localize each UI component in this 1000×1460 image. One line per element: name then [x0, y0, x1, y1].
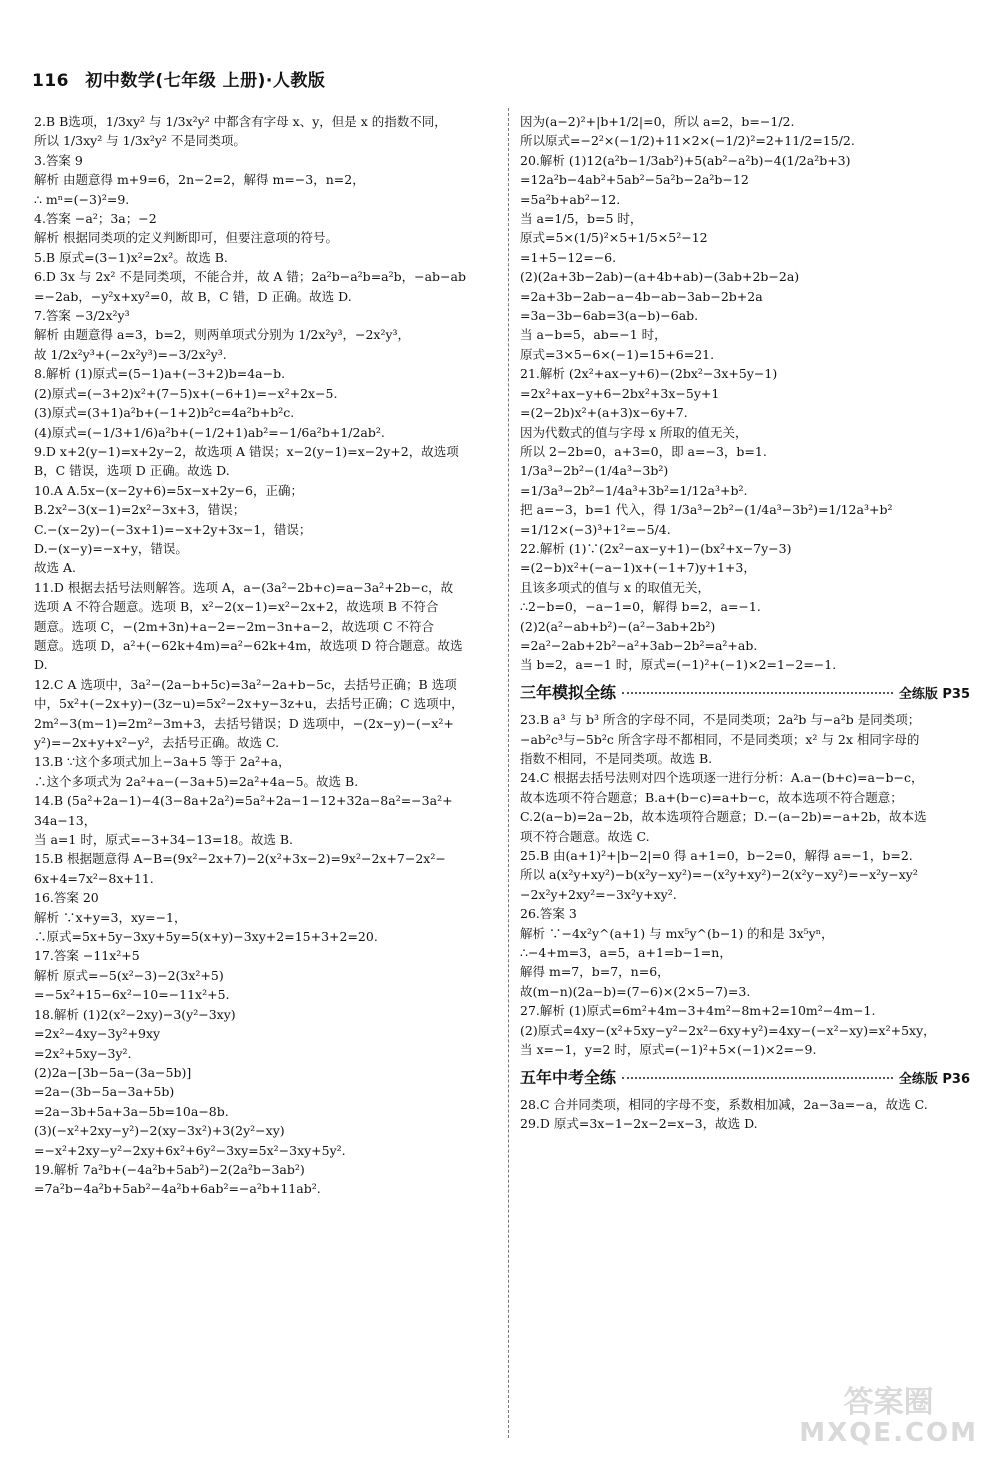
answer-line: y²)=−2x+y+x²−y²，去括号正确。故选 C. — [34, 735, 280, 750]
answer-line: 28.C 合并同类项，相同的字母不变，系数相加减，2a−3a=−a，故选 C. — [520, 1096, 928, 1112]
answer-line: 2.B B选项，1/3xy² 与 1/3x²y² 中都含有字母 x、y，但是 x 的指数不同， — [34, 114, 447, 129]
answer-line: =5a²b+ab²−12. — [520, 191, 621, 207]
answer-line: 9.D x+2(y−1)=x+2y−2，故选项 A 错误；x−2(y−1)=x−2y+2，故选项 — [34, 443, 459, 459]
section-title: 三年模拟全练 — [520, 682, 617, 702]
answer-line: 10.A A.5x−(x−2y+6)=5x−x+2y−6，正确； — [34, 482, 303, 498]
answer-line: =2x²−4xy−3y²+9xy — [34, 1026, 161, 1042]
section-heading — [520, 683, 970, 704]
answer-line: ∴2−b=0，−a−1=0，解得 b=2，a=−1. — [520, 599, 761, 615]
answer-line: 题意。选项 C，−(2m+3n)+a−2=−2m−3n+a−2，故选项 C 不符合 — [34, 618, 434, 634]
answer-line: 7.答案 −3/2x²y³ — [34, 308, 130, 324]
answer-line: −ab²c³与−5b²c 所含字母不都相同，不是同类项；x² 与 2x 相同字母的 — [520, 731, 920, 747]
answer-line: 当 x=−1，y=2 时，原式=(−1)²+5×(−1)×2=−9. — [520, 1042, 817, 1058]
answer-line: 故选 A. — [34, 560, 76, 576]
watermark — [799, 1385, 978, 1448]
answer-line: =−5x²+15−6x²−10=−11x²+5. — [34, 987, 230, 1003]
answer-line: 3.答案 9 — [34, 152, 83, 168]
answer-line: 12.C A 选项中，3a²−(2a−b+5c)=3a²−2a+b−5c，去括号正确；B 选项 — [34, 676, 457, 692]
section-leader-dots — [622, 692, 893, 694]
answer-line: 所以 a(x²y+xy²)−b(x²y−xy²)=−(x²y+xy²)−2(x²y−xy²)=−x²y−xy² — [520, 867, 918, 883]
answer-line: (2)原式=(−3+2)x²+(7−5)x+(−6+1)=−x²+2x−5. — [34, 385, 338, 401]
section-heading — [520, 1068, 970, 1089]
answer-line: 原式=3×5−6×(−1)=15+6=21. — [520, 346, 715, 362]
answer-line: =2x²+ax−y+6−2bx²+3x−5y+1 — [520, 385, 720, 401]
answer-line: B.2x²−3(x−1)=2x²−3x+3，错误； — [34, 502, 246, 518]
answer-line: 当 a=1 时，原式=−3+34−13=18。故选 B. — [34, 832, 293, 848]
answer-line: 解析 ∵−4x²y^(a+1) 与 mx⁵y^(b−1) 的和是 3x⁵yⁿ， — [520, 925, 834, 941]
answer-line: D. — [34, 657, 48, 673]
answer-line: 指数不相同，不是同类项。故选 B. — [520, 751, 713, 766]
answer-line: 当 a=1/5，b=5 时， — [520, 211, 643, 227]
book-title: 初中数学(七年级 上册)·人教版 — [85, 71, 326, 91]
answer-line: 4.答案 −a²；3a；−2 — [34, 211, 157, 227]
page-header — [32, 66, 325, 91]
answer-line: C.2(a−b)=2a−2b，故本选项符合题意；D.−(a−2b)=−a+2b，故本选 — [520, 809, 927, 825]
answer-line: 23.B a³ 与 b³ 所含的字母不同，不是同类项；2a²b 与−a²b 是同类项； — [520, 712, 921, 728]
answer-line: 中，5x²+(−2x+y)−(3z−u)=5x²−2x+y−3z+u，去括号正确；C 选项中， — [34, 696, 464, 712]
answer-line: 把 a=−3，b=1 代入，得 1/3a³−2b²−(1/4a³−3b²)=1/12a³+b² — [520, 502, 893, 518]
column-divider — [508, 108, 509, 1438]
answer-line: 19.解析 7a²b+(−4a²b+5ab²)−2(2a²b−3ab²) — [34, 1161, 305, 1177]
answer-line: =2a−(3b−5a−3a+5b) — [34, 1084, 175, 1100]
section-leader-dots — [622, 1077, 893, 1079]
answer-line: 6.D 3x 与 2x² 不是同类项，不能合并，故 A 错；2a²b−a²b=a²b，−ab−ab — [34, 269, 466, 285]
answer-line: =1/3a³−2b²−1/4a³+3b²=1/12a³+b². — [520, 482, 748, 498]
answer-line: (3)(−x²+2xy−y²)−2(xy−3x²)+3(2y²−xy) — [34, 1123, 285, 1139]
answer-line: 项不符合题意。故选 C. — [520, 828, 650, 844]
answer-line: 17.答案 −11x²+5 — [34, 948, 140, 964]
answer-line: B，C 错误，选项 D 正确。故选 D. — [34, 463, 230, 479]
answer-line: ∴原式=5x+5y−3xy+5y=5(x+y)−3xy+2=15+3+2=20. — [34, 929, 378, 945]
answer-line: (2)2a−[3b−5a−(3a−5b)] — [34, 1064, 192, 1080]
answer-line: 故本选项不符合题意；B.a+(b−c)=a+b−c，故本选项不符合题意； — [520, 789, 903, 805]
answer-line: =1+5−12=−6. — [520, 249, 617, 265]
answer-line: 18.解析 (1)2(x²−2xy)−3(y²−3xy) — [34, 1006, 236, 1022]
answer-line: 题意。选项 D，a²+(−62k+4m)=a²−62k+4m，故选项 D 符合题意。故选 — [34, 637, 463, 653]
answer-line: 解析 根据同类项的定义判断即可，但要注意项的符号。 — [34, 230, 338, 246]
answer-line: 14.B (5a²+2a−1)−4(3−8a+2a²)=5a²+2a−1−12+32a−8a²=−3a²+ — [34, 793, 453, 809]
answer-line: 因为代数式的值与字母 x 所取的值无关， — [520, 424, 748, 440]
answer-line: =2a−3b+5a+3a−5b=10a−8b. — [34, 1103, 229, 1119]
answer-line: 25.B 由(a+1)²+|b−2|=0 得 a+1=0，b−2=0，解得 a=−1，b=2. — [520, 848, 913, 864]
section-page-ref: 全练版 P35 — [898, 686, 970, 702]
answer-line: =3a−3b−6ab=3(a−b)−6ab. — [520, 308, 699, 324]
section-title: 五年中考全练 — [520, 1067, 617, 1087]
answer-line: 当 a−b=5，ab=−1 时， — [520, 327, 667, 343]
answer-line: =2x²+5xy−3y². — [34, 1045, 132, 1061]
answer-line: 且该多项式的值与 x 的取值无关， — [520, 579, 710, 595]
answer-line: 选项 A 不符合题意。选项 B，x²−2(x−1)=x²−2x+2，故选项 B 不符合 — [34, 599, 439, 615]
right-column — [520, 112, 970, 1437]
answer-line: 13.B ∵这个多项式加上−3a+5 等于 2a²+a， — [34, 754, 291, 770]
answer-line: (2)2(a²−ab+b²)−(a²−3ab+2b²) — [520, 618, 716, 634]
answer-line: 解析 原式=−5(x²−3)−2(3x²+5) — [34, 967, 224, 983]
section-page-ref: 全练版 P36 — [898, 1071, 970, 1087]
answer-line: 因为(a−2)²+|b+1/2|=0，所以 a=2，b=−1/2. — [520, 114, 795, 129]
answer-line: (4)原式=(−1/3+1/6)a²b+(−1/2+1)ab²=−1/6a²b+1/2ab². — [34, 424, 385, 440]
answer-line: 24.C 根据去括号法则对四个选项逐一进行分析：A.a−(b+c)=a−b−c， — [520, 770, 924, 786]
answer-line: =(2−2b)x²+(a+3)x−6y+7. — [520, 405, 688, 421]
answer-line: 解析 ∵x+y=3，xy=−1， — [34, 909, 187, 925]
answer-line: 22.解析 (1)∵(2x²−ax−y+1)−(bx²+x−7y−3) — [520, 540, 792, 556]
answer-line: 2m²−3(m−1)=2m²−3m+3，去括号错误；D 选项中，−(2x−y)−(−x²+ — [34, 715, 454, 731]
answer-line: 26.答案 3 — [520, 906, 577, 922]
answer-line: =−x²+2xy−y²−2xy+6x²+6y²−3xy=5x²−3xy+5y². — [34, 1142, 346, 1158]
watermark-line-2: MXQE.COM — [799, 1418, 978, 1448]
answer-line: ∴−4+m=3，a=5，a+1=b−1=n， — [520, 945, 732, 961]
answer-line: (3)原式=(3+1)a²b+(−1+2)b²c=4a²b+b²c. — [34, 405, 295, 421]
answer-line: 故(m−n)(2a−b)=(7−6)×(2×5−7)=3. — [520, 983, 751, 999]
left-column — [34, 112, 500, 1437]
answer-line: 21.解析 (2x²+ax−y+6)−(2bx²−3x+5y−1) — [520, 366, 778, 382]
answer-line: 解得 m=7，b=7，n=6， — [520, 964, 670, 980]
answer-line: =(2−b)x²+(−a−1)x+(−1+7)y+1+3， — [520, 560, 756, 576]
answer-line: =2a+3b−2ab−a−4b−ab−3ab−2b+2a — [520, 288, 763, 304]
answer-line: ∴这个多项式为 2a²+a−(−3a+5)=2a²+4a−5。故选 B. — [34, 773, 359, 789]
answer-line: 5.B 原式=(3−1)x²=2x²。故选 B. — [34, 249, 228, 265]
answer-line: 所以原式=−2²×(−1/2)+11×2×(−1/2)²=2+11/2=15/2. — [520, 133, 855, 149]
answer-line: 27.解析 (1)原式=6m²+4m−3+4m²−8m+2=10m²−4m−1. — [520, 1003, 876, 1019]
answer-line: 6x+4=7x²−8x+11. — [34, 870, 154, 886]
answer-line: =1/12×(−3)³+1²=−5/4. — [520, 521, 671, 537]
answer-line: =7a²b−4a²b+5ab²−4a²b+6ab²=−a²b+11ab². — [34, 1181, 321, 1197]
answer-line: 15.B 根据题意得 A−B=(9x²−2x+7)−2(x²+3x−2)=9x²−2x+7−2x²− — [34, 851, 446, 867]
answer-line: 原式=5×(1/5)²×5+1/5×5²−12 — [520, 230, 708, 246]
page-number: 116 — [32, 71, 69, 91]
answer-line: 解析 由题意得 m+9=6，2n−2=2，解得 m=−3，n=2， — [34, 172, 365, 188]
answer-line: 故 1/2x²y³+(−2x²y³)=−3/2x²y³. — [34, 346, 227, 362]
answer-line: 所以 2−2b=0，a+3=0，即 a=−3，b=1. — [520, 443, 767, 459]
answer-line: 1/3a³−2b²−(1/4a³−3b²) — [520, 463, 669, 479]
watermark-line-1: 答案圈 — [843, 1385, 934, 1420]
answer-line: 20.解析 (1)12(a²b−1/3ab²)+5(ab²−a²b)−4(1/2a²b+3) — [520, 152, 851, 168]
answer-line: 11.D 根据去括号法则解答。选项 A，a−(3a²−2b+c)=a−3a²+2b−c，故 — [34, 579, 454, 595]
answer-line: 解析 由题意得 a=3，b=2，则两单项式分别为 1/2x²y³，−2x²y³， — [34, 327, 411, 343]
answer-line: C.−(x−2y)−(−3x+1)=−x+2y+3x−1，错误； — [34, 521, 312, 537]
answer-line: D.−(x−y)=−x+y，错误。 — [34, 540, 188, 556]
answer-line: 29.D 原式=3x−1−2x−2=x−3，故选 D. — [520, 1116, 758, 1132]
answer-line: (2)原式=4xy−(x²+5xy−y²−2x²−6xy+y²)=4xy−(−x²−xy)=x²+5xy， — [520, 1022, 936, 1038]
answer-line: =2a²−2ab+2b²−a²+3ab−2b²=a²+ab. — [520, 637, 758, 653]
answer-line: (2)(2a+3b−2ab)−(a+4b+ab)−(3ab+2b−2a) — [520, 269, 800, 285]
answer-line: 所以 1/3xy² 与 1/3x²y² 不是同类项。 — [34, 133, 246, 149]
answer-line: =12a²b−4ab²+5ab²−5a²b−2a²b−12 — [520, 172, 749, 188]
answer-line: −2x²y+2xy²=−3x²y+xy². — [520, 886, 677, 902]
answer-line: 16.答案 20 — [34, 890, 99, 906]
answer-line: 当 b=2，a=−1 时，原式=(−1)²+(−1)×2=1−2=−1. — [520, 657, 837, 673]
answer-line: =−2ab，−y²x+xy²=0，故 B，C 错，D 正确。故选 D. — [34, 288, 352, 304]
answer-line: 34a−13， — [34, 812, 97, 828]
answer-line: 8.解析 (1)原式=(5−1)a+(−3+2)b=4a−b. — [34, 366, 286, 382]
answer-line: ∴ mⁿ=(−3)²=9. — [34, 191, 130, 207]
